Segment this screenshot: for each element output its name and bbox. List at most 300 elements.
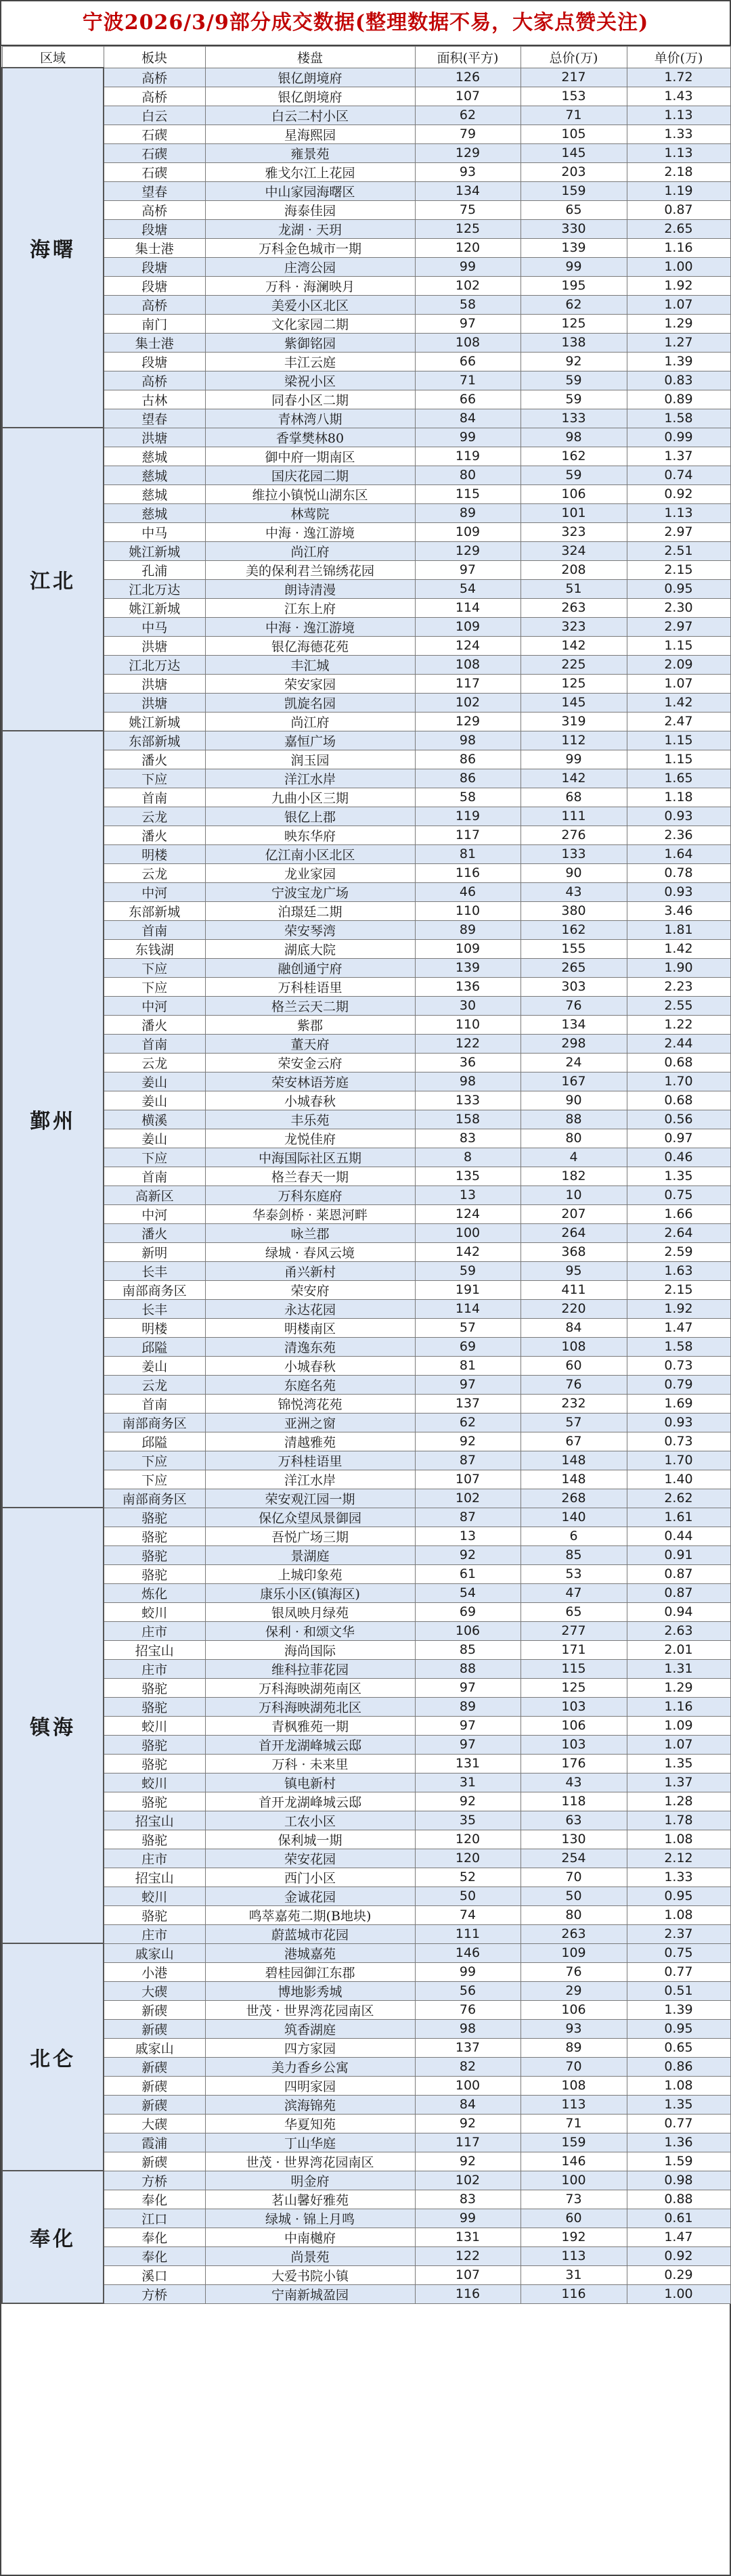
sector-cell: 大碶 [104, 1981, 205, 2000]
sector-cell: 首南 [104, 1394, 205, 1413]
unit-price-cell: 0.83 [627, 371, 730, 390]
estate-cell: 大爱书院小镇 [205, 2265, 415, 2284]
area-cell: 81 [415, 844, 520, 863]
district-cell: 镇海 [2, 1508, 104, 1943]
area-cell: 92 [415, 2114, 520, 2133]
table-row [2, 901, 730, 920]
total-price-cell: 113 [520, 2095, 627, 2114]
total-price-cell: 116 [520, 2284, 627, 2303]
sector-cell: 骆驼 [104, 1545, 205, 1564]
sector-cell: 孔浦 [104, 560, 205, 579]
table-row [2, 2019, 730, 2038]
total-price-cell: 217 [520, 68, 627, 87]
table-row [2, 1053, 730, 1072]
estate-cell: 荣安家园 [205, 674, 415, 693]
table-row [2, 958, 730, 977]
unit-price-cell: 0.73 [627, 1356, 730, 1375]
table-row [2, 2095, 730, 2114]
header-estate: 楼盘 [205, 47, 415, 68]
table-row [2, 560, 730, 579]
header-district: 区域 [2, 47, 104, 68]
total-price-cell: 380 [520, 901, 627, 920]
table-row [2, 2114, 730, 2133]
unit-price-cell: 0.29 [627, 2265, 730, 2284]
estate-cell: 吾悦广场三期 [205, 1527, 415, 1545]
unit-price-cell: 1.15 [627, 750, 730, 769]
area-cell: 110 [415, 1015, 520, 1034]
area-cell: 114 [415, 1299, 520, 1318]
unit-price-cell: 1.47 [627, 2228, 730, 2246]
total-price-cell: 138 [520, 333, 627, 352]
total-price-cell: 208 [520, 560, 627, 579]
area-cell: 158 [415, 1110, 520, 1129]
unit-price-cell: 2.55 [627, 996, 730, 1015]
table-row [2, 1148, 730, 1167]
sector-cell: 江北万达 [104, 655, 205, 674]
total-price-cell: 263 [520, 598, 627, 617]
sector-cell: 东部新城 [104, 731, 205, 750]
estate-cell: 西门小区 [205, 1868, 415, 1886]
unit-price-cell: 1.09 [627, 1716, 730, 1735]
estate-cell: 上城印象苑 [205, 1564, 415, 1583]
table-row [2, 655, 730, 674]
sector-cell: 新碶 [104, 2057, 205, 2076]
sector-cell: 望春 [104, 409, 205, 428]
sector-cell: 高桥 [104, 68, 205, 87]
area-cell: 56 [415, 1981, 520, 2000]
unit-price-cell: 1.69 [627, 1394, 730, 1413]
sector-cell: 洪塘 [104, 636, 205, 655]
total-price-cell: 80 [520, 1905, 627, 1924]
estate-cell: 银亿海德花苑 [205, 636, 415, 655]
unit-price-cell: 2.44 [627, 1034, 730, 1053]
table-row [2, 617, 730, 636]
area-cell: 120 [415, 1830, 520, 1849]
area-cell: 109 [415, 939, 520, 958]
estate-cell: 融创通宁府 [205, 958, 415, 977]
estate-cell: 丰江云庭 [205, 352, 415, 371]
table-row [2, 1697, 730, 1716]
total-price-cell: 53 [520, 1564, 627, 1583]
estate-cell: 文化家园二期 [205, 314, 415, 333]
sector-cell: 姜山 [104, 1129, 205, 1148]
sector-cell: 骆驼 [104, 1792, 205, 1811]
area-cell: 98 [415, 731, 520, 750]
unit-price-cell: 1.28 [627, 1792, 730, 1811]
sector-cell: 新碶 [104, 2152, 205, 2171]
area-cell: 134 [415, 181, 520, 200]
estate-cell: 亚洲之窗 [205, 1413, 415, 1432]
unit-price-cell: 2.65 [627, 219, 730, 238]
unit-price-cell: 1.00 [627, 257, 730, 276]
estate-cell: 丰乐苑 [205, 1110, 415, 1129]
table-row [2, 68, 730, 87]
estate-cell: 保利 · 和颂文华 [205, 1621, 415, 1640]
unit-price-cell: 1.40 [627, 1470, 730, 1489]
estate-cell: 海尚国际 [205, 1640, 415, 1659]
area-cell: 79 [415, 125, 520, 143]
table-row [2, 1962, 730, 1981]
sector-cell: 南门 [104, 314, 205, 333]
total-price-cell: 195 [520, 276, 627, 295]
unit-price-cell: 0.95 [627, 2019, 730, 2038]
table-row [2, 2076, 730, 2095]
area-cell: 110 [415, 901, 520, 920]
estate-cell: 凯旋名园 [205, 693, 415, 712]
total-price-cell: 62 [520, 295, 627, 314]
table-row [2, 1129, 730, 1148]
estate-cell: 四方家园 [205, 2038, 415, 2057]
sector-cell: 中马 [104, 522, 205, 541]
unit-price-cell: 0.93 [627, 807, 730, 826]
unit-price-cell: 0.92 [627, 2246, 730, 2265]
unit-price-cell: 2.37 [627, 1924, 730, 1943]
total-price-cell: 207 [520, 1204, 627, 1223]
unit-price-cell: 1.13 [627, 143, 730, 162]
sector-cell: 慈城 [104, 447, 205, 466]
estate-cell: 中山家园海曙区 [205, 181, 415, 200]
table-row [2, 1678, 730, 1697]
table-row [2, 2228, 730, 2246]
sector-cell: 潘火 [104, 1015, 205, 1034]
estate-cell: 金诚花园 [205, 1886, 415, 1905]
table-row [2, 181, 730, 200]
sector-cell: 蛟川 [104, 1716, 205, 1735]
sector-cell: 高新区 [104, 1185, 205, 1204]
area-cell: 124 [415, 1204, 520, 1223]
table-row [2, 1659, 730, 1678]
area-cell: 97 [415, 560, 520, 579]
estate-cell: 荣安林语芳庭 [205, 1072, 415, 1091]
area-cell: 109 [415, 522, 520, 541]
total-price-cell: 167 [520, 1072, 627, 1091]
unit-price-cell: 0.92 [627, 484, 730, 503]
total-price-cell: 113 [520, 2246, 627, 2265]
table-row [2, 939, 730, 958]
sector-cell: 明楼 [104, 844, 205, 863]
sector-cell: 炼化 [104, 1583, 205, 1602]
area-cell: 97 [415, 1678, 520, 1697]
table-row [2, 1280, 730, 1299]
area-cell: 102 [415, 693, 520, 712]
total-price-cell: 93 [520, 2019, 627, 2038]
total-price-cell: 65 [520, 200, 627, 219]
unit-price-cell: 0.88 [627, 2190, 730, 2209]
unit-price-cell: 2.12 [627, 1849, 730, 1868]
unit-price-cell: 1.31 [627, 1659, 730, 1678]
estate-cell: 海泰佳园 [205, 200, 415, 219]
estate-cell: 首开龙湖峰城云邸 [205, 1792, 415, 1811]
table-row [2, 87, 730, 106]
unit-price-cell: 1.92 [627, 1299, 730, 1318]
unit-price-cell: 0.87 [627, 1583, 730, 1602]
unit-price-cell: 0.77 [627, 2114, 730, 2133]
total-price-cell: 133 [520, 844, 627, 863]
area-cell: 50 [415, 1886, 520, 1905]
table-row [2, 1072, 730, 1091]
table-row [2, 977, 730, 996]
table-row [2, 1508, 730, 1527]
table-row [2, 674, 730, 693]
area-cell: 135 [415, 1167, 520, 1185]
estate-cell: 小城春秋 [205, 1091, 415, 1110]
unit-price-cell: 1.07 [627, 674, 730, 693]
sector-cell: 方桥 [104, 2171, 205, 2190]
table-row [2, 1886, 730, 1905]
sector-cell: 蛟川 [104, 1773, 205, 1792]
table-row [2, 447, 730, 466]
estate-cell: 世茂 · 世界湾花园南区 [205, 2000, 415, 2019]
total-price-cell: 368 [520, 1242, 627, 1261]
area-cell: 71 [415, 371, 520, 390]
unit-price-cell: 2.97 [627, 522, 730, 541]
unit-price-cell: 1.42 [627, 939, 730, 958]
table-row [2, 750, 730, 769]
estate-cell: 宁波宝龙广场 [205, 882, 415, 901]
table-row [2, 106, 730, 125]
area-cell: 137 [415, 2038, 520, 2057]
total-price-cell: 125 [520, 314, 627, 333]
estate-cell: 同春小区二期 [205, 390, 415, 409]
table-row [2, 125, 730, 143]
area-cell: 46 [415, 882, 520, 901]
table-row [2, 1432, 730, 1451]
estate-cell: 中海 · 逸江游境 [205, 617, 415, 636]
table-row [2, 693, 730, 712]
estate-cell: 筑香湖庭 [205, 2019, 415, 2038]
area-cell: 99 [415, 1962, 520, 1981]
area-cell: 137 [415, 1394, 520, 1413]
sector-cell: 段塘 [104, 257, 205, 276]
estate-cell: 清逸东苑 [205, 1337, 415, 1356]
estate-cell: 蔚蓝城市花园 [205, 1924, 415, 1943]
total-price-cell: 99 [520, 750, 627, 769]
unit-price-cell: 1.08 [627, 1830, 730, 1849]
table-row [2, 314, 730, 333]
estate-cell: 中海国际社区五期 [205, 1148, 415, 1167]
total-price-cell: 68 [520, 788, 627, 807]
unit-price-cell: 0.93 [627, 1413, 730, 1432]
total-price-cell: 88 [520, 1110, 627, 1129]
total-price-cell: 162 [520, 920, 627, 939]
area-cell: 115 [415, 484, 520, 503]
sector-cell: 段塘 [104, 352, 205, 371]
unit-price-cell: 2.36 [627, 826, 730, 844]
area-cell: 129 [415, 712, 520, 731]
table-row [2, 2190, 730, 2209]
sector-cell: 新碶 [104, 2000, 205, 2019]
table-row [2, 1242, 730, 1261]
area-cell: 114 [415, 598, 520, 617]
estate-cell: 亿江南小区北区 [205, 844, 415, 863]
sector-cell: 集士港 [104, 333, 205, 352]
sector-cell: 大碶 [104, 2114, 205, 2133]
table-row [2, 996, 730, 1015]
area-cell: 61 [415, 1564, 520, 1583]
total-price-cell: 47 [520, 1583, 627, 1602]
area-cell: 97 [415, 314, 520, 333]
unit-price-cell: 1.70 [627, 1072, 730, 1091]
table-row [2, 920, 730, 939]
total-price-cell: 162 [520, 447, 627, 466]
total-price-cell: 220 [520, 1299, 627, 1318]
area-cell: 107 [415, 87, 520, 106]
unit-price-cell: 1.15 [627, 731, 730, 750]
sector-cell: 东部新城 [104, 901, 205, 920]
estate-cell: 银凤映月绿苑 [205, 1602, 415, 1621]
sector-cell: 高桥 [104, 295, 205, 314]
sector-cell: 潘火 [104, 750, 205, 769]
unit-price-cell: 1.13 [627, 106, 730, 125]
unit-price-cell: 1.33 [627, 125, 730, 143]
table-row [2, 2209, 730, 2228]
table-row [2, 731, 730, 750]
area-cell: 66 [415, 352, 520, 371]
table-row [2, 295, 730, 314]
area-cell: 98 [415, 2019, 520, 2038]
sector-cell: 段塘 [104, 276, 205, 295]
area-cell: 139 [415, 958, 520, 977]
unit-price-cell: 0.87 [627, 1564, 730, 1583]
unit-price-cell: 1.15 [627, 636, 730, 655]
unit-price-cell: 1.92 [627, 276, 730, 295]
district-cell: 海曙 [2, 68, 104, 428]
total-price-cell: 80 [520, 1129, 627, 1148]
unit-price-cell: 1.59 [627, 2152, 730, 2171]
table-row [2, 503, 730, 522]
unit-price-cell: 1.37 [627, 447, 730, 466]
table-row [2, 1943, 730, 1962]
estate-cell: 荣安府 [205, 1280, 415, 1299]
area-cell: 117 [415, 2133, 520, 2152]
estate-cell: 青枫雅苑一期 [205, 1716, 415, 1735]
estate-cell: 万科金色城市一期 [205, 238, 415, 257]
unit-price-cell: 2.63 [627, 1621, 730, 1640]
table-row [2, 2171, 730, 2190]
area-cell: 62 [415, 1413, 520, 1432]
sector-cell: 戚家山 [104, 2038, 205, 2057]
sector-cell: 江北万达 [104, 579, 205, 598]
table-row [2, 238, 730, 257]
estate-cell: 丁山华庭 [205, 2133, 415, 2152]
unit-price-cell: 0.44 [627, 1527, 730, 1545]
area-cell: 85 [415, 1640, 520, 1659]
area-cell: 89 [415, 920, 520, 939]
estate-cell: 朗诗清漫 [205, 579, 415, 598]
table-row [2, 390, 730, 409]
area-cell: 122 [415, 1034, 520, 1053]
estate-cell: 湖底大院 [205, 939, 415, 958]
area-cell: 83 [415, 1129, 520, 1148]
total-price-cell: 70 [520, 2057, 627, 2076]
sector-cell: 首南 [104, 1034, 205, 1053]
estate-cell: 梁祝小区 [205, 371, 415, 390]
unit-price-cell: 1.16 [627, 238, 730, 257]
area-cell: 125 [415, 219, 520, 238]
unit-price-cell: 1.78 [627, 1811, 730, 1830]
table-row [2, 1602, 730, 1621]
total-price-cell: 76 [520, 1375, 627, 1394]
area-cell: 30 [415, 996, 520, 1015]
table-row [2, 333, 730, 352]
unit-price-cell: 0.86 [627, 2057, 730, 2076]
area-cell: 122 [415, 2246, 520, 2265]
sector-cell: 云龙 [104, 1053, 205, 1072]
unit-price-cell: 0.65 [627, 2038, 730, 2057]
table-row [2, 1811, 730, 1830]
area-cell: 108 [415, 655, 520, 674]
sector-cell: 姚江新城 [104, 541, 205, 560]
table-row [2, 276, 730, 295]
sector-cell: 奉化 [104, 2190, 205, 2209]
sector-cell: 新明 [104, 1242, 205, 1261]
unit-price-cell: 1.58 [627, 1337, 730, 1356]
table-row [2, 1185, 730, 1204]
total-price-cell: 108 [520, 1337, 627, 1356]
estate-cell: 雅戈尔江上花园 [205, 162, 415, 181]
estate-cell: 甬兴新村 [205, 1261, 415, 1280]
sector-cell: 溪口 [104, 2265, 205, 2284]
sector-cell: 方桥 [104, 2284, 205, 2303]
unit-price-cell: 0.78 [627, 863, 730, 882]
total-price-cell: 24 [520, 1053, 627, 1072]
unit-price-cell: 1.81 [627, 920, 730, 939]
total-price-cell: 106 [520, 484, 627, 503]
sector-cell: 首南 [104, 1167, 205, 1185]
table-row [2, 409, 730, 428]
total-price-cell: 71 [520, 2114, 627, 2133]
unit-price-cell: 2.51 [627, 541, 730, 560]
estate-cell: 维科拉菲花园 [205, 1659, 415, 1678]
table-row [2, 1792, 730, 1811]
total-price-cell: 90 [520, 863, 627, 882]
estate-cell: 首开龙湖峰城云邸 [205, 1735, 415, 1754]
estate-cell: 宁南新城盈园 [205, 2284, 415, 2303]
area-cell: 93 [415, 162, 520, 181]
table-row [2, 1110, 730, 1129]
area-cell: 99 [415, 428, 520, 447]
total-price-cell: 76 [520, 1962, 627, 1981]
area-cell: 106 [415, 1621, 520, 1640]
total-price-cell: 92 [520, 352, 627, 371]
table-row [2, 2057, 730, 2076]
unit-price-cell: 0.97 [627, 1129, 730, 1148]
area-cell: 59 [415, 1261, 520, 1280]
total-price-cell: 10 [520, 1185, 627, 1204]
table-row [2, 1981, 730, 2000]
total-price-cell: 109 [520, 1943, 627, 1962]
area-cell: 92 [415, 1792, 520, 1811]
estate-cell: 龙悦佳府 [205, 1129, 415, 1148]
estate-cell: 龙湖 · 天玥 [205, 219, 415, 238]
table-row [2, 541, 730, 560]
estate-cell: 白云二村小区 [205, 106, 415, 125]
area-cell: 109 [415, 617, 520, 636]
area-cell: 191 [415, 1280, 520, 1299]
estate-cell: 银亿朗境府 [205, 87, 415, 106]
table-row [2, 1905, 730, 1924]
sector-cell: 庄市 [104, 1659, 205, 1678]
table-row [2, 1091, 730, 1110]
sector-cell: 云龙 [104, 807, 205, 826]
table-row [2, 428, 730, 447]
area-cell: 88 [415, 1659, 520, 1678]
unit-price-cell: 1.61 [627, 1508, 730, 1527]
total-price-cell: 63 [520, 1811, 627, 1830]
estate-cell: 荣安花园 [205, 1849, 415, 1868]
area-cell: 69 [415, 1602, 520, 1621]
estate-cell: 荣安金云府 [205, 1053, 415, 1072]
